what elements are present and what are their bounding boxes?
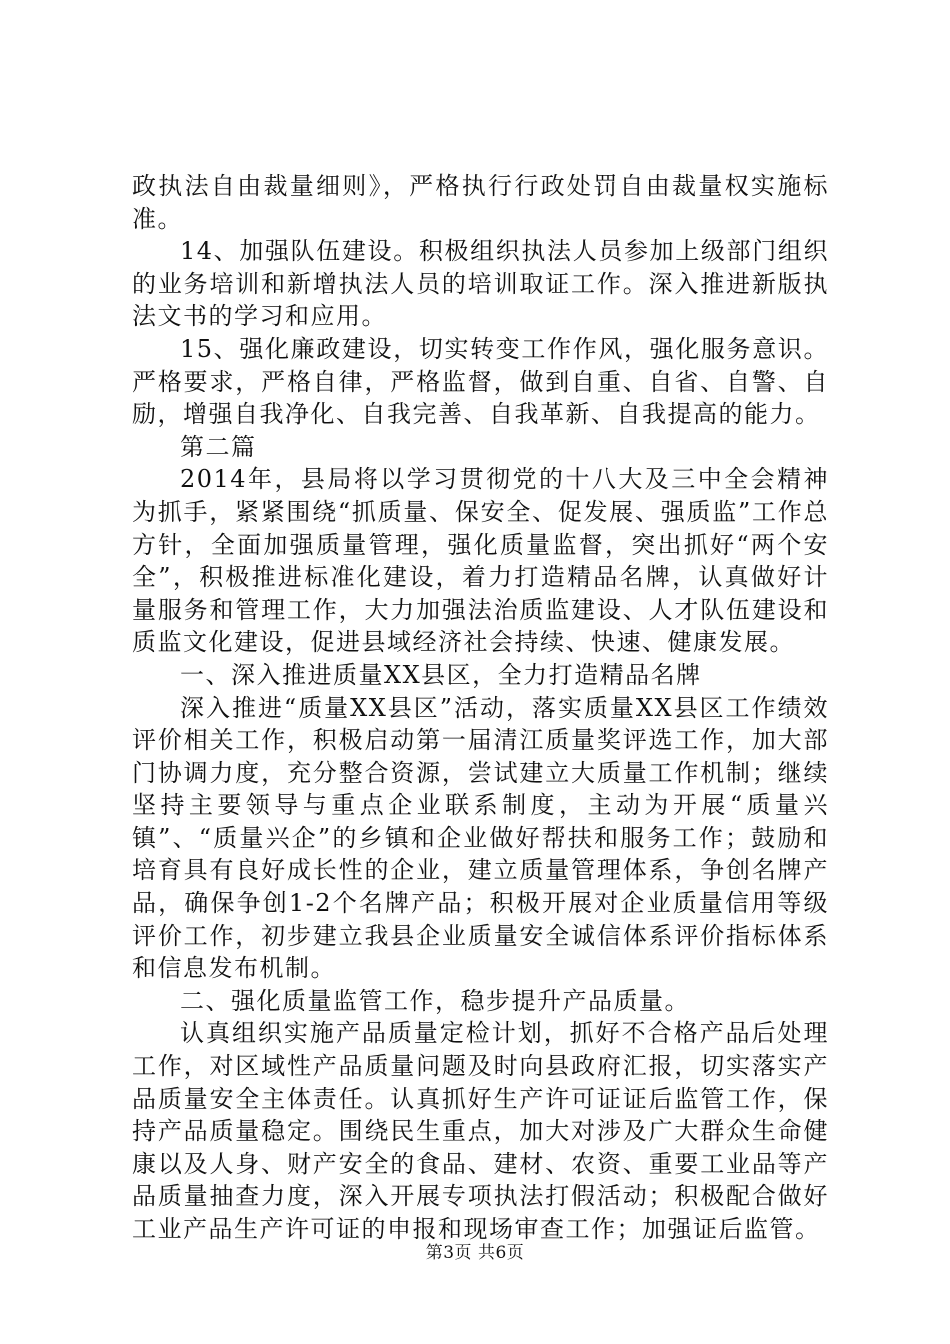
page-number-footer: 第3页 共6页: [425, 1243, 525, 1263]
section-heading-part-two: 第二篇: [180, 432, 257, 461]
document-body: [132, 170, 829, 1246]
paragraph-item-14: 14、加强队伍建设。积极组织执法人员参加上级部门组织的业务培训和新增执法人员的培训取证工作。深入推进新版执法文书的学习和应用。: [132, 237, 829, 331]
paragraph-section-one: 深入推进“质量XX县区”活动，落实质量XX县区工作绩效评价相关工作，积极启动第一届清江质量奖评选工作，加大部门协调力度，充分整合资源，尝试建立大质量工作机制；继续坚持主要领导与重点企业联系制度，主动为开展“质量兴镇”、“质量兴企”的乡镇和企业做好帮扶和服务工作；鼓励和培育具有良好成长性的企业，建立质量管理体系，争创名牌产品，确保争创1-2个名牌产品；积极开展对企业质量信用等级评价工作，初步建立我县企业质量安全诚信体系评价指标体系和信息发布机制。: [132, 693, 829, 983]
heading-section-two: 二、强化质量监管工作，稳步提升产品质量。: [180, 986, 690, 1015]
paragraph-intro-2014: 2014年，县局将以学习贯彻党的十八大及三中全会精神为抓手，紧紧围绕“抓质量、保安全、促发展、强质监”工作总方针，全面加强质量管理，强化质量监督，突出抓好“两个安全”，积极推进标准化建设，着力打造精品名牌，认真做好计量服务和管理工作，大力加强法治质监建设、人才队伍建设和质监文化建设，促进县域经济社会持续、快速、健康发展。: [132, 465, 829, 657]
paragraph-item-15: 15、强化廉政建设，切实转变工作作风，强化服务意识。严格要求，严格自律，严格监督，做到自重、自省、自警、自励，增强自我净化、自我完善、自我革新、自我提高的能力。: [132, 334, 829, 429]
heading-section-one: 一、深入推进质量XX县区，全力打造精品名牌: [180, 660, 702, 689]
paragraph-continuation: 政执法自由裁量细则》，严格执行行政处罚自由裁量权实施标准。: [132, 172, 829, 233]
paragraph-section-two: 认真组织实施产品质量定检计划，抓好不合格产品后处理工作，对区域性产品质量问题及时向县政府汇报，切实落实产品质量安全主体责任。认真抓好生产许可证证后监管工作，保持产品质量稳定。围绕民生重点，加大对涉及广大群众生命健康以及人身、财产安全的食品、建材、农资、重要工业品等产品质量抽查力度，深入开展专项执法打假活动；积极配合做好工业产品生产许可证的申报和现场审查工作；加强证后监管。: [132, 1019, 829, 1243]
